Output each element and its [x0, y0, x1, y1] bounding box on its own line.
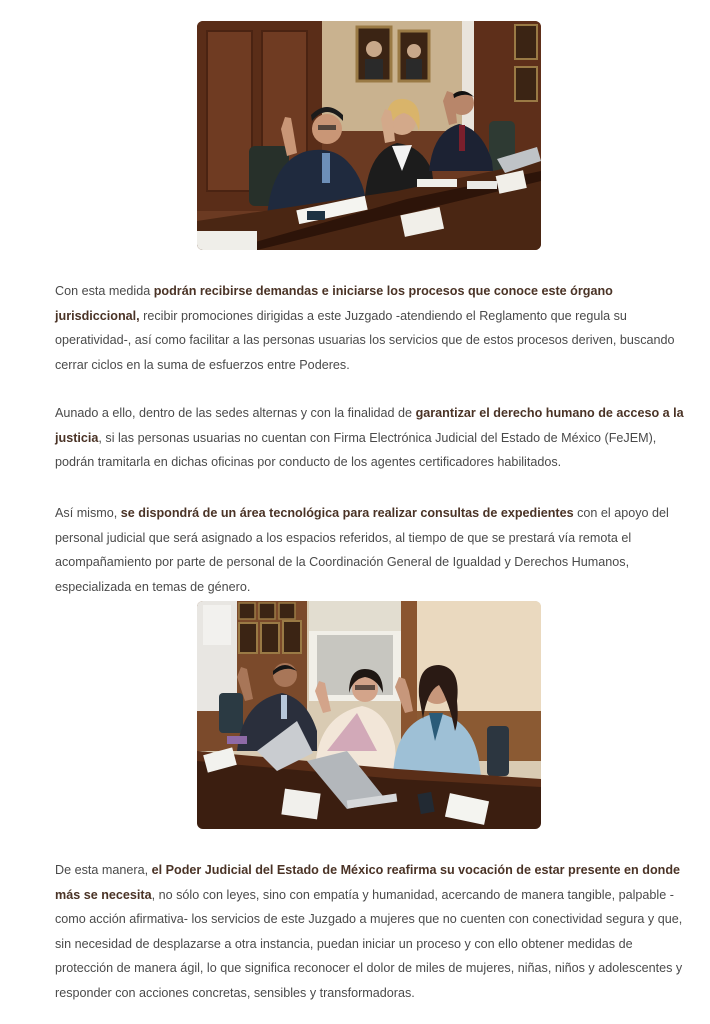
paragraph-2-bold: garantizar el derecho humano de acceso a la justicia	[55, 406, 684, 445]
paragraph-1	[55, 279, 685, 377]
paragraph-3-rest: con el apoyo del personal judicial que será asignado a los espacios referidos, al tiempo de que se prestará vía remota el acompañamiento por parte de personal de la Coordinación General de Igualdad y Derechos Humanos, especializada en temas de género.	[55, 506, 669, 594]
session-photo-1	[197, 21, 541, 250]
paragraph-1-bold: podrán recibirse demandas e iniciarse los procesos que conoce este órgano jurisdiccional,	[55, 284, 613, 323]
paragraph-4-rest: , no sólo con leyes, sino con empatía y humanidad, acercando de manera tangible, palpable -como acción afirmativa- los servicios de este Juzgado a mujeres que no cuenten con conectividad segura y que, sin necesidad de desplazarse a otra instancia, puedan iniciar un proceso y con ello obtener medidas de protección de manera ágil, lo que significa reconocer el dolor de miles de mujeres, niñas, niños y adolescentes y responder con acciones concretas, sensibles y transformadoras.	[55, 887, 683, 1000]
session-photo-1-graphic	[197, 21, 541, 250]
paragraph-3-bold: se dispondrá de un área tecnológica para realizar consultas de expedientes	[120, 506, 574, 520]
session-photo-2-graphic	[197, 601, 541, 829]
paragraph-4-intro: De esta manera,	[55, 863, 152, 877]
paragraph-2	[55, 401, 685, 475]
paragraph-1-rest: recibir promociones dirigidas a este Juzgado -atendiendo el Reglamento que regula su operatividad-, así como facilitar a las personas usuarias los servicios que de estos procesos deriven, buscando cerrar ciclos en la suma de esfuerzos entre Poderes.	[55, 308, 675, 372]
paragraph-2-rest: , si las personas usuarias no cuentan con Firma Electrónica Judicial del Estado de México (FeJEM), podrán tramitarla en dichas oficinas por conducto de los agentes certificadores habilitados.	[55, 430, 657, 469]
paragraph-3	[55, 501, 685, 599]
session-photo-2	[197, 601, 541, 829]
paragraph-1-intro: Con esta medida	[55, 284, 154, 298]
paragraph-4-bold: el Poder Judicial del Estado de México reafirma su vocación de estar presente en donde más se necesita	[55, 863, 681, 902]
paragraph-4	[55, 858, 685, 1005]
paragraph-3-intro: Así mismo,	[55, 506, 121, 520]
paragraph-2-intro: Aunado a ello, dentro de las sedes alternas y con la finalidad de	[55, 406, 416, 420]
